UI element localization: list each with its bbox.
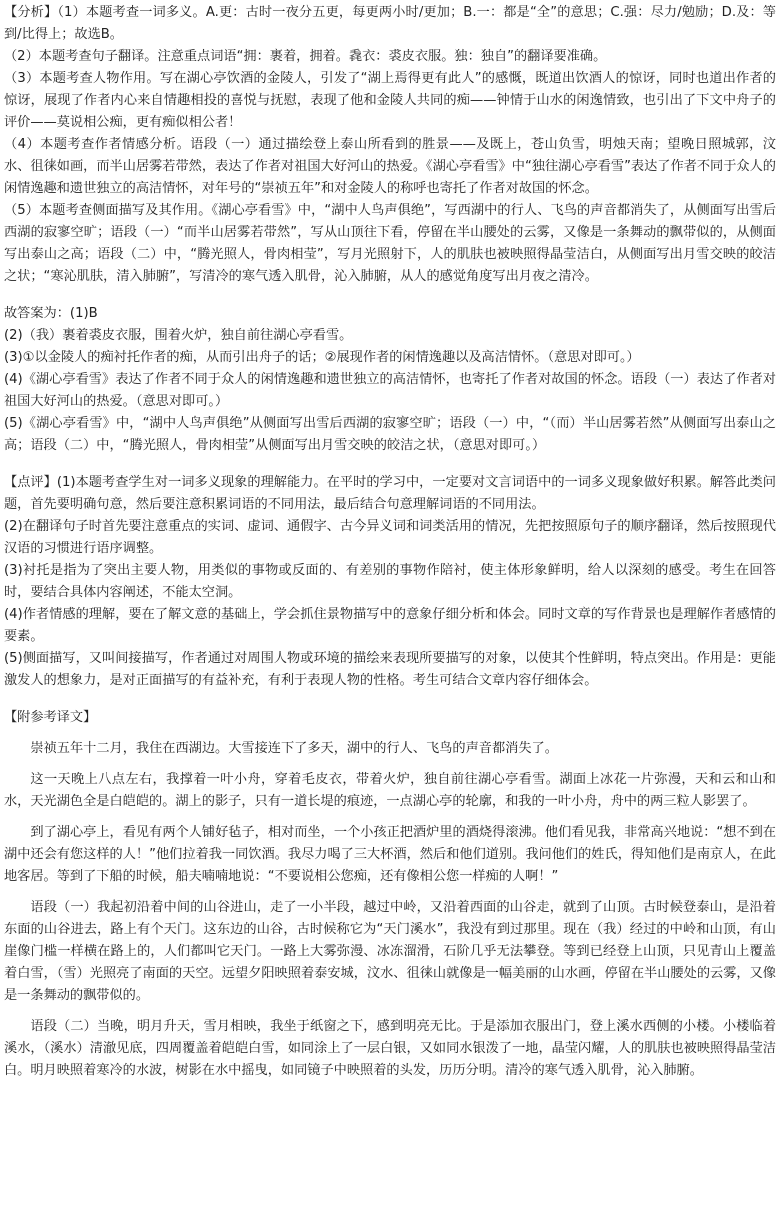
translation-paragraph: 语段（二）当晚，明月升天，雪月相映，我坐于纸窗之下，感到明亮无比。于是添加衣服出门，登上溪水西侧的小楼。小楼临着溪水，（溪水）清澈见底，四周覆盖着皑皑白雪，如同涂上了一层白银，又如同水银泼了一地，晶莹闪耀，人的肌肤也被映照得晶莹洁白。明月映照着寒冷的水波，树影在水中摇曳，如同镜子中映照着的头发，历历分明。清冷的寒气透入肌骨，沁入肺腑。	[4, 1019, 776, 1078]
comment-paragraph: (4)作者情感的理解，要在了解文意的基础上，学会抓住景物描写中的意象仔细分析和体会。同时文章的写作背景也是理解作者感情的要素。	[4, 607, 776, 644]
translation-paragraph: 语段（一）我起初沿着中间的山谷进山，走了一小半段，越过中岭，又沿着西面的山谷走，就到了山顶。古时候登泰山，是沿着东面的山谷进去，路上有个天门。这东边的山谷，古时候称它为“天门溪水”，我没有到过那里。现在（我）经过的中岭和山顶，有山崖像门槛一样横在路上的，人们都叫它天门。一路上大雾弥漫、冰冻溜滑，石阶几乎无法攀登。等到已经登上山顶，只见青山上覆盖着白雪，（雪）光照亮了南面的天空。远望夕阳映照着泰安城，汶水、徂徕山就像是一幅美丽的山水画，停留在半山腰处的云雾，又像是一条舞动的飘带似的。	[4, 900, 776, 1003]
answer-line: 故答案为：(1)B	[4, 306, 98, 321]
translation-paragraph: 到了湖心亭上，看见有两个人铺好毡子，相对而坐，一个小孩正把酒炉里的酒烧得滚沸。他们看见我，非常高兴地说：“想不到在湖中还会有您这样的人！”他们拉着我一同饮酒。我尽力喝了三大杯酒，然后和他们道别。我问他们的姓氏，得知他们是南京人，在此地客居。等到了下船的时候，船夫喃喃地说：“不要说相公您痴，还有像相公您一样痴的人啊！”	[4, 825, 776, 884]
analysis-paragraph: （5）本题考查侧面描写及其作用。《湖心亭看雪》中，“湖中人鸟声俱绝”，写西湖中的行人、飞鸟的声音都消失了，从侧面写出雪后西湖的寂寥空旷；语段（一）“而半山居雾若带然”，写从山顶往下看，停留在半山腰处的云雾，又像是一条舞动的飘带似的，从侧面写出泰山之高；语段（二）中，“腾光照人，骨肉相莹”，写月光照射下，人的肌肤也被映照得晶莹洁白，从侧面写出月雪交映的皎洁之状；“寒沁肌肤，清入肺腑”，写清冷的寒气透入肌骨，沁入肺腑，从人的感觉角度写出月夜之清冷。	[4, 203, 776, 284]
answer-line: (5)《湖心亭看雪》中，“湖中人鸟声俱绝”从侧面写出雪后西湖的寂寥空旷；语段（一）中，“（而）半山居雾若然”从侧面写出泰山之高；语段（二）中，“腾光照人，骨肉相莹”从侧面写出月雪交映的皎洁之状，（意思对即可。）	[4, 416, 776, 453]
comment-paragraph: (2)在翻译句子时首先要注意重点的实词、虚词、通假字、古今异义词和词类活用的情况，先把按照原句子的顺序翻译，然后按照现代汉语的习惯进行语序调整。	[4, 519, 776, 556]
comments-section	[4, 472, 776, 692]
translation-paragraph: 这一天晚上八点左右，我撑着一叶小舟，穿着毛皮衣，带着火炉，独自前往湖心亭看雪。湖面上冰花一片弥漫，天和云和山和水，天光湖色全是白皑皑的。湖上的影子，只有一道长堤的痕迹，一点湖心亭的轮廓，和我的一叶小舟，舟中的两三粒人影罢了。	[4, 772, 776, 809]
answer-line: (4)《湖心亭看雪》表达了作者不同于众人的闲情逸趣和遗世独立的高洁情怀，也寄托了作者对故国的怀念。语段（一）表达了作者对祖国大好河山的热爱。（意思对即可。）	[4, 372, 776, 409]
comment-paragraph: 【点评】(1)本题考查学生对一词多义现象的理解能力。在平时的学习中，一定要对文言词语中的一词多义现象做好积累。解答此类问题，首先要明确句意，然后要注意积累词语的不同用法，最后结合句意理解词语的不同用法。	[4, 475, 776, 512]
analysis-section	[4, 2, 776, 288]
analysis-paragraph: （2）本题考查句子翻译。注意重点词语“拥：裹着，拥着。毳衣：裘皮衣服。独：独自”的翻译要准确。	[4, 49, 607, 64]
translation-section	[4, 707, 776, 1082]
answer-line: (2)（我）裹着裘皮衣服，围着火炉，独自前往湖心亭看雪。	[4, 328, 353, 343]
analysis-paragraph: （3）本题考查人物作用。写在湖心亭饮酒的金陵人，引发了“湖上焉得更有此人”的感慨，既道出饮酒人的惊讶，同时也道出作者的惊讶，展现了作者内心来自情趣相投的喜悦与抚慰，表现了他和金陵人共同的痴——钟情于山水的闲逸情致，也引出了下文中舟子的评价——莫说相公痴，更有痴似相公者！	[4, 71, 776, 130]
translation-paragraph: 崇祯五年十二月，我住在西湖边。大雪接连下了多天，湖中的行人、飞鸟的声音都消失了。	[30, 741, 558, 756]
comment-paragraph: (3)衬托是指为了突出主要人物，用类似的事物或反面的、有差别的事物作陪衬，使主体形象鲜明，给人以深刻的感受。考生在回答时，要结合具体内容阐述，不能太空洞。	[4, 563, 776, 600]
answer-line: (3)①以金陵人的痴衬托作者的痴，从而引出舟子的话；②展现作者的闲情逸趣以及高洁情怀。（意思对即可。）	[4, 350, 640, 365]
answers-section	[4, 303, 776, 457]
analysis-paragraph: 【分析】（1）本题考查一词多义。A.更：古时一夜分五更，每更两小时/更加；B.一：都是“全”的意思；C.强：尽力/勉励；D.及：等到/比得上；故选B。	[4, 5, 776, 42]
analysis-paragraph: （4）本题考查作者情感分析。语段（一）通过描绘登上泰山所看到的胜景——及既上，苍山负雪，明烛天南；望晚日照城郭，汶水、徂徕如画，而半山居雾若带然，表达了作者对祖国大好河山的热爱。《湖心亭看雪》中“独往湖心亭看雪”表达了作者不同于众人的闲情逸趣和遗世独立的高洁情怀，对年号的“崇祯五年”和对金陵人的称呼也寄托了作者对故国的怀念。	[4, 137, 776, 196]
comment-paragraph: (5)侧面描写，又叫间接描写，作者通过对周围人物或环境的描绘来表现所要描写的对象，以使其个性鲜明，特点突出。作用是：更能激发人的想象力，是对正面描写的有益补充，有利于表现人物的性格。考生可结合文章内容仔细体会。	[4, 651, 776, 688]
translation-heading: 【附参考译文】	[4, 710, 97, 725]
